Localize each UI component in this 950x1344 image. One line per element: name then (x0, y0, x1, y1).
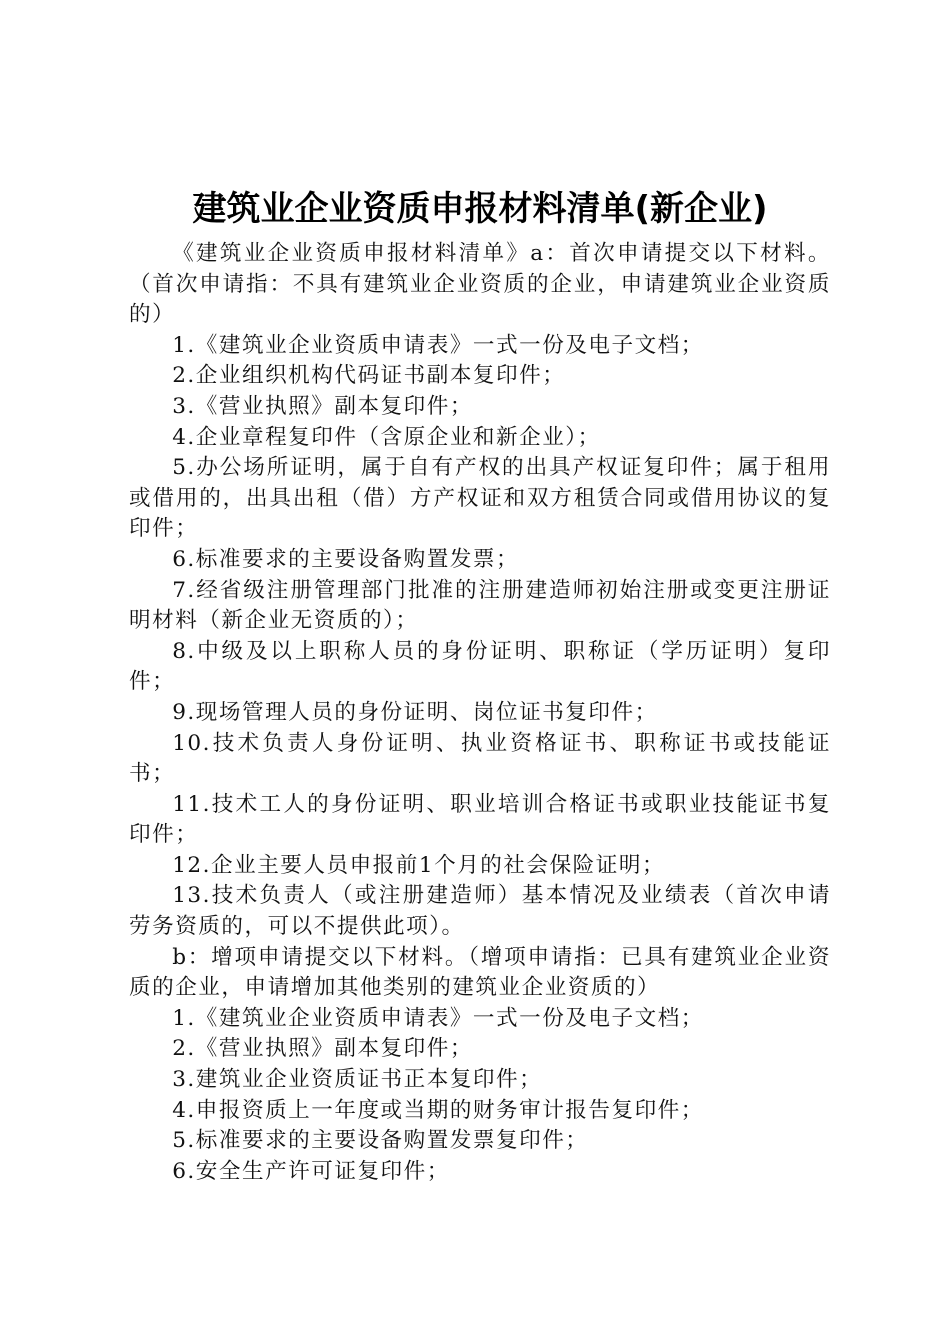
list-item-a3: 3.《营业执照》副本复印件； (172, 393, 473, 419)
list-item-a9: 9.现场管理人员的身份证明、岗位证书复印件； (172, 699, 658, 725)
list-item-b5: 5.标准要求的主要设备购置发票复印件； (172, 1128, 589, 1154)
document-page (129, 185, 831, 1187)
document-title: 建筑业企业资质申报材料清单(新企业) (192, 189, 768, 229)
list-item-b3: 3.建筑业企业资质证书正本复印件； (172, 1067, 543, 1093)
list-item-a7: 7.经省级注册管理部门批准的注册建造师初始注册或变更注册证明材料（新企业无资质的）； (129, 577, 831, 634)
list-item-a6: 6.标准要求的主要设备购置发票； (172, 546, 520, 572)
list-item-a13: 13.技术负责人（或注册建造师）基本情况及业绩表（首次申请劳务资质的，可以不提供此项）。 (129, 883, 831, 940)
list-item-b4: 4.申报资质上一年度或当期的财务审计报告复印件； (172, 1097, 704, 1123)
list-item-a1: 1.《建筑业企业资质申请表》一式一份及电子文档； (172, 332, 704, 358)
list-item-a8: 8.中级及以上职称人员的身份证明、职称证（学历证明）复印件； (129, 638, 831, 695)
list-item-a5: 5.办公场所证明，属于自有产权的出具产权证复印件；属于租用或借用的，出具出租（借）方产权证和双方租赁合同或借用协议的复印件； (129, 455, 831, 542)
list-item-b2: 2.《营业执照》副本复印件； (172, 1036, 473, 1062)
section-b-paragraph: b：增项申请提交以下材料。（增项申请指：已具有建筑业企业资质的企业，申请增加其他类别的建筑业企业资质的） (129, 944, 831, 1001)
intro-paragraph: 《建筑业企业资质申报材料清单》a：首次申请提交以下材料。（首次申请指：不具有建筑业企业资质的企业，申请建筑业企业资质的） (129, 241, 831, 328)
list-item-a4: 4.企业章程复印件（含原企业和新企业）； (172, 424, 601, 450)
list-item-b6: 6.安全生产许可证复印件； (172, 1158, 450, 1184)
list-item-a10: 10.技术负责人身份证明、执业资格证书、职称证书或技能证书； (129, 730, 831, 787)
list-item-b1: 1.《建筑业企业资质申请表》一式一份及电子文档； (172, 1005, 704, 1031)
list-item-a12: 12.企业主要人员申报前1个月的社会保险证明； (172, 852, 666, 878)
list-item-a2: 2.企业组织机构代码证书副本复印件； (172, 363, 566, 389)
list-item-a11: 11.技术工人的身份证明、职业培训合格证书或职业技能证书复印件； (129, 791, 831, 848)
